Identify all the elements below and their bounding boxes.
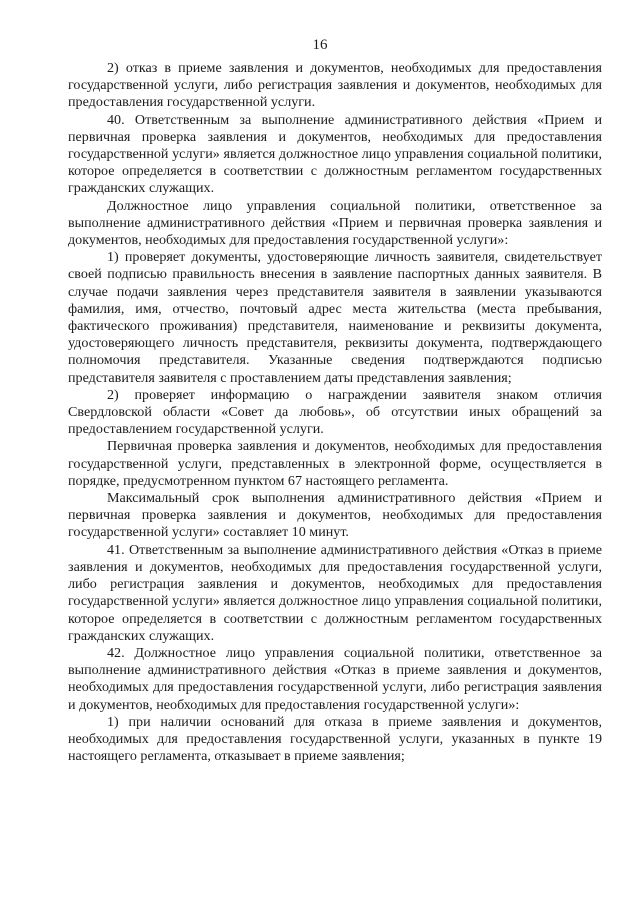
paragraph-41-responsible-official: 41. Ответственным за выполнение административного действия «Отказ в приеме заявления и документов, необходимых для предоставления государственной услуги, либо регистрация заявления и документов, необходимых для предоставления государственной услуги» является должностное лицо управления социальной политики, которое определяется в соответствии с должностным регламентом государственных гражданских служащих. [68,541,602,644]
paragraph-40-responsible-official: 40. Ответственным за выполнение административного действия «Прием и первичная проверка заявления и документов, необходимых для предоставления государственной услуги» является должностное лицо управления социальной политики, которое определяется в соответствии с должностным регламентом государственных гражданских служащих. [68,111,602,197]
paragraph-check-identity-documents: 1) проверяет документы, удостоверяющие личность заявителя, свидетельствует своей подписью правильность внесения в заявление паспортных данных заявителя. В случае подачи заявления через представителя заявителя в заявлении указываются фамилия, имя, отчество, почтовый адрес места жительства (места пребывания, фактического проживания) представителя, наименование и реквизиты документа, удостоверяющего личность представителя, реквизиты документа, подтверждающего полномочия представителя. Указанные сведения подтверждаются подписью представителя заявителя с проставлением даты представления заявления; [68,249,602,386]
paragraph-item-2-refusal-or-registration: 2) отказ в приеме заявления и документов, необходимых для предоставления государственной услуги, либо регистрация заявления и документов, необходимых для предоставления государственной услуги. [68,60,602,111]
paragraph-electronic-form-check: Первичная проверка заявления и документов, необходимых для предоставления государственной услуги, представленных в электронной форме, осуществляется в порядке, предусмотренном пунктом 67 настоящего регламента. [68,438,602,489]
paragraph-check-award-information: 2) проверяет информацию о награждении заявителя знаком отличия Свердловской области «Совет да любовь», об отсутствии иных обращений за предоставлением государственной услуги. [68,386,602,438]
paragraph-official-duties-intro: Должностное лицо управления социальной политики, ответственное за выполнение административного действия «Прием и первичная проверка заявления и документов, необходимых для предоставления государственной услуги»: [68,197,602,249]
page-body [68,60,602,765]
paragraph-42-official-duties: 42. Должностное лицо управления социальной политики, ответственное за выполнение административного действия «Отказ в приеме заявления и документов, необходимых для предоставления государственной услуги, либо регистрация заявления и документов, необходимых для предоставления государственной услуги»: [68,644,602,713]
paragraph-max-duration: Максимальный срок выполнения административного действия «Прием и первичная проверка заявления и документов, необходимых для предоставления государственной услуги» составляет 10 минут. [68,490,602,541]
paragraph-refusal-grounds: 1) при наличии оснований для отказа в приеме заявления и документов, необходимых для предоставления государственной услуги, указанных в пункте 19 настоящего регламента, отказывает в приеме заявления; [68,713,602,765]
page-number: 16 [312,37,328,53]
